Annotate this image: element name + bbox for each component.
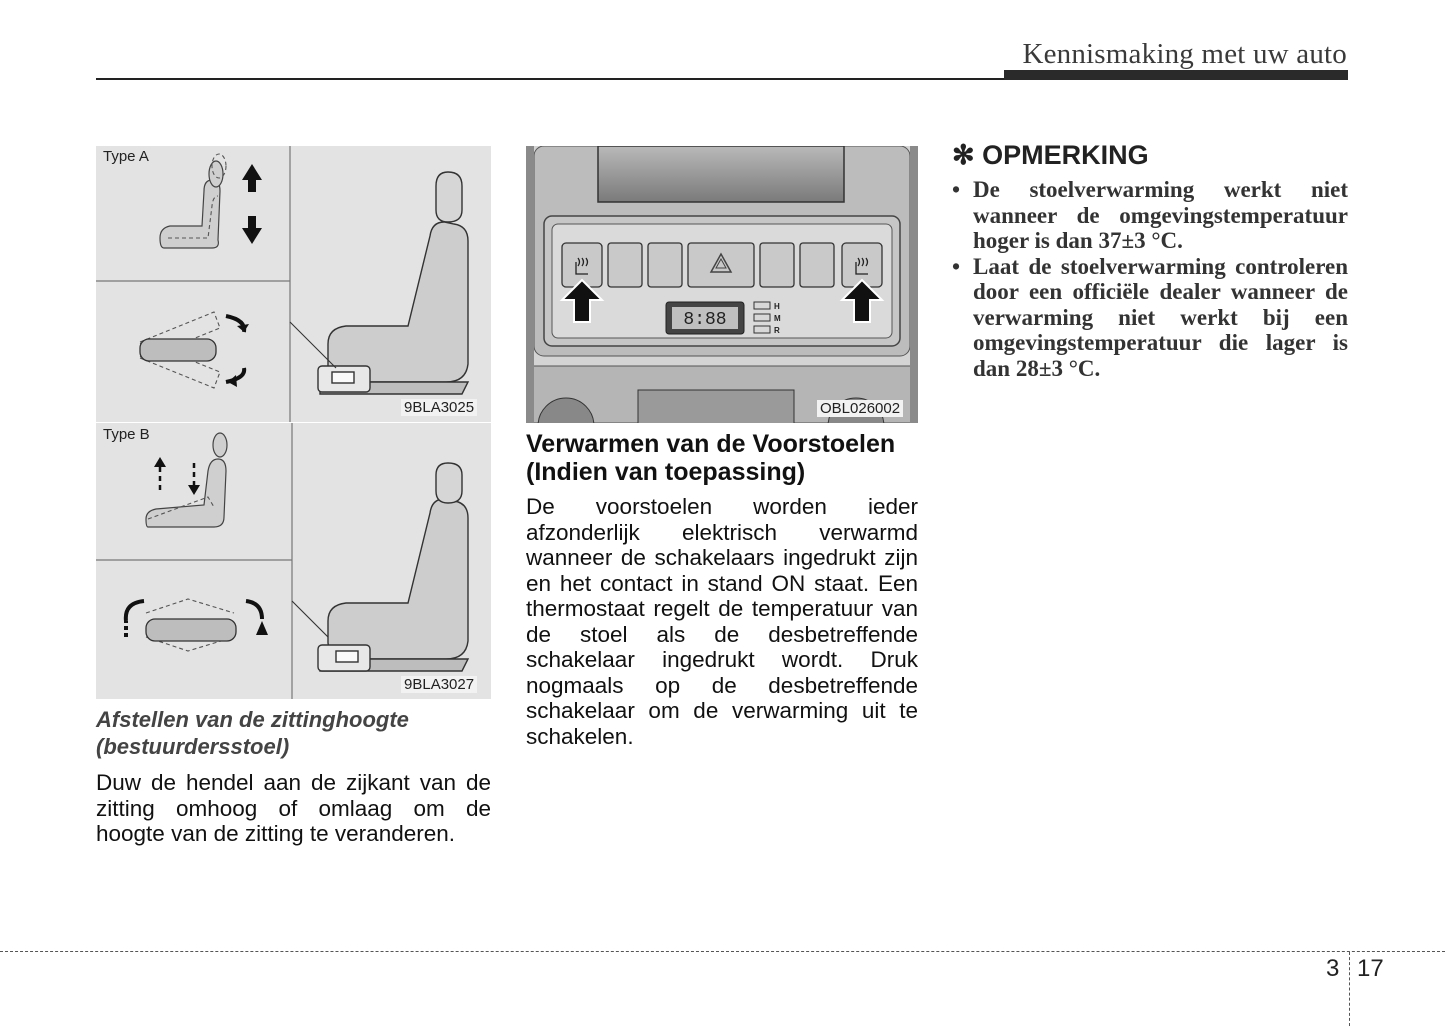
header-bar bbox=[1004, 70, 1348, 80]
seat-height-title-line2: (bestuurdersstoel) bbox=[96, 734, 290, 759]
note-asterisk-icon: ✻ bbox=[952, 140, 975, 170]
panel-figure-code: OBL026002 bbox=[817, 400, 903, 417]
seat-type-b-label: Type B bbox=[103, 426, 150, 443]
note-item-text: De stoelverwarming werkt niet wanneer de omgevingstemperatuur hoger is dan 37±3 °C. bbox=[973, 177, 1348, 253]
arrow-up-icon bbox=[242, 164, 262, 192]
seat-type-b-figure bbox=[96, 423, 491, 699]
seat-type-a-code: 9BLA3025 bbox=[401, 399, 477, 416]
seat-type-b-code: 9BLA3027 bbox=[401, 676, 477, 693]
rotate-arrow-icon bbox=[256, 621, 268, 635]
page-number: 17 bbox=[1357, 955, 1384, 982]
note-title-text: OPMERKING bbox=[982, 140, 1149, 170]
footer-divider bbox=[0, 951, 1445, 952]
note-block bbox=[952, 140, 1348, 381]
arrow-up-icon bbox=[154, 457, 166, 467]
led-label-r: R bbox=[774, 326, 780, 335]
note-item bbox=[952, 177, 1348, 254]
seat-type-a-label: Type A bbox=[103, 148, 149, 165]
hazard-button bbox=[688, 243, 754, 287]
seat-heating-section bbox=[526, 430, 918, 749]
bullet-icon: • bbox=[952, 177, 961, 202]
seat-type-a-illustration bbox=[96, 146, 491, 422]
seat-heating-body: De voorstoelen worden ieder afzonderlijk elektrisch verwarmd wanneer de schakelaars ingedrukt zijn en het contact in stand ON staat. Een thermostaat regelt de temperatuur van de stoel als de desbetreffende schakelaar ingedrukt wordt. Druk nogmaals op de desbetreffende schakelaar om de verwarming uit te schakelen. bbox=[526, 494, 918, 749]
seat-type-a-figure bbox=[96, 146, 491, 422]
seat-height-body: Duw de hendel aan de zijkant van de zitting omhoog of omlaag om de hoogte van de zitting te veranderen. bbox=[96, 770, 491, 846]
seat-heater-panel-figure bbox=[526, 146, 918, 423]
footer-page-divider bbox=[1349, 952, 1350, 1026]
seat-height-title-line1: Afstellen van de zittinghoogte bbox=[96, 707, 409, 732]
note-item bbox=[952, 254, 1348, 382]
arrow-down-icon bbox=[242, 216, 262, 244]
arrow-down-icon bbox=[188, 485, 200, 495]
seat-heater-panel-illustration bbox=[526, 146, 918, 423]
section-number: 3 bbox=[1326, 955, 1340, 982]
note-item-text: Laat de stoelverwarming controleren door een officiële dealer wanneer de verwarming niet werkt bij een omgevingstemperatuur die lager is dan 28±3 °C. bbox=[973, 253, 1348, 381]
seat-height-section bbox=[96, 706, 491, 847]
led-label-h: H bbox=[774, 302, 780, 311]
bullet-icon: • bbox=[952, 253, 961, 279]
note-title bbox=[952, 140, 1348, 171]
clock-display: 8:88 bbox=[683, 310, 727, 330]
rotate-arrow-icon bbox=[237, 324, 249, 332]
led-label-m: M bbox=[774, 314, 781, 323]
seat-heating-title-line2: (Indien van toepassing) bbox=[526, 458, 806, 486]
seat-heating-title-line1: Verwarmen van de Voorstoelen bbox=[526, 430, 896, 458]
seat-type-b-illustration bbox=[96, 423, 491, 699]
running-header-title: Kennismaking met uw auto bbox=[1022, 38, 1347, 70]
